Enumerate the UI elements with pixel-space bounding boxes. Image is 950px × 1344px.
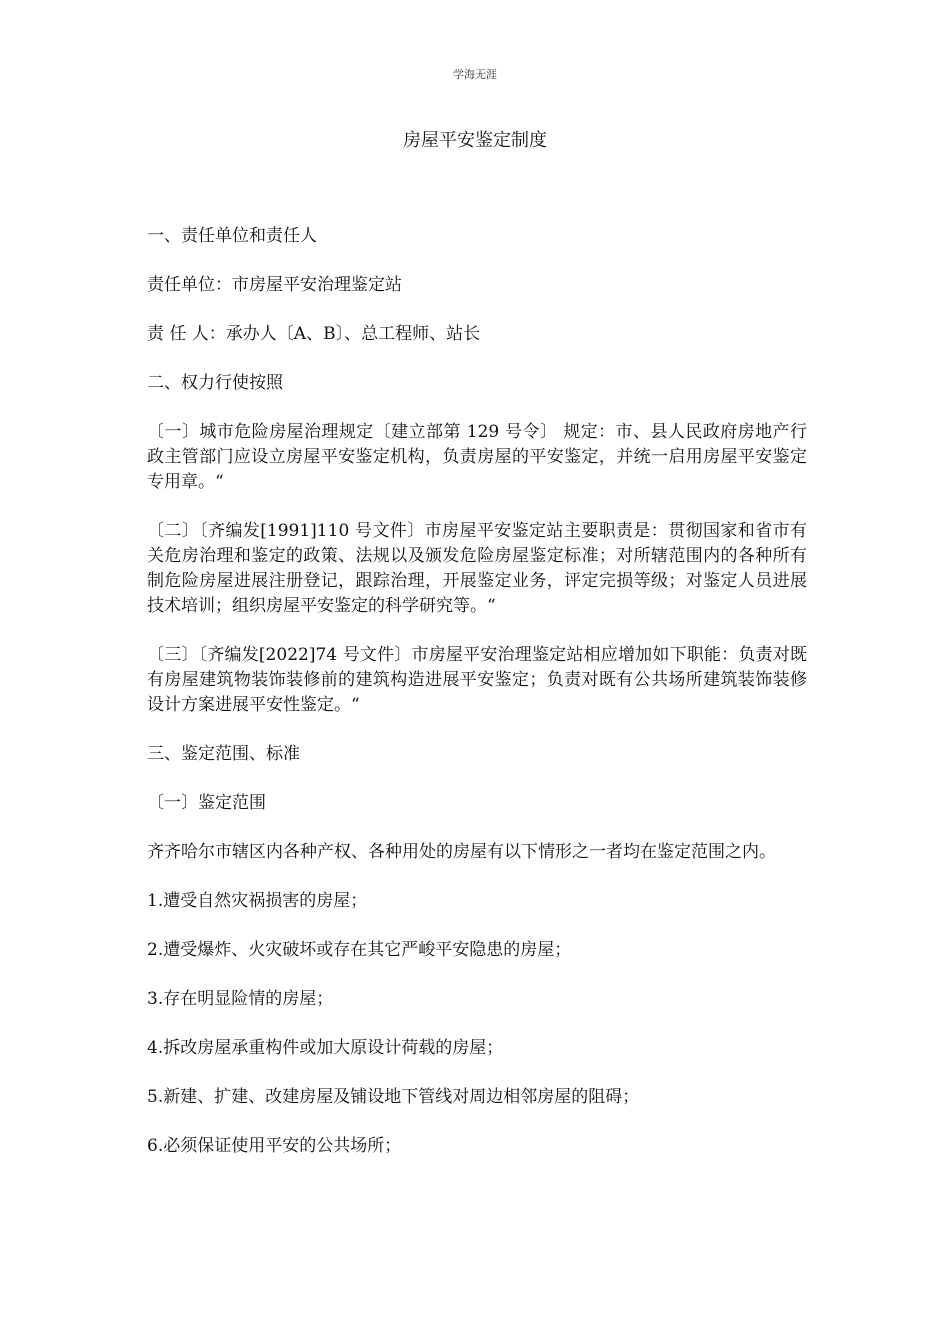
responsible-person: 责 任 人：承办人〔A、B〕、总工程师、站长 [147,324,481,344]
responsible-unit: 责任单位：市房屋平安治理鉴定站 [147,275,402,295]
section-heading-scope: 三、鉴定范围、标准 [147,744,300,764]
authority-item-3: 〔三〕〔齐编发[2022]74 号文件〕市房屋平安治理鉴定站相应增加如下职能：负责对既有房屋建筑物装饰装修前的建筑构造进展平安鉴定；负责对既有公共场所建筑装饰装修设计方案进展平安性鉴定。“ [147,645,807,715]
authority-item-2: 〔二〕〔齐编发[1991]110 号文件〕市房屋平安鉴定站主要职责是：贯彻国家和省市有关危房治理和鉴定的政策、法规以及颁发危险房屋鉴定标准；对所辖范围内的各种所有制危险房屋进展注册登记，跟踪治理，开展鉴定业务，评定完损等级；对鉴定人员进展技术培训；组织房屋平安鉴定的科学研究等。“ [147,521,807,616]
document-body [147,224,807,1183]
subheading-scope: 〔一〕鉴定范围 [147,793,266,813]
section-heading-authority: 二、权力行使按照 [147,373,283,393]
scope-item-6: 6.必须保证使用平安的公共场所； [147,1136,402,1156]
running-header: 学海无涯 [453,68,497,81]
scope-item-4: 4.拆改房屋承重构件或加大原设计荷载的房屋； [147,1038,504,1058]
scope-description: 齐齐哈尔市辖区内各种产权、各种用处的房屋有以下情形之一者均在鉴定范围之内。 [147,842,776,862]
section-heading-responsibility: 一、责任单位和责任人 [147,226,317,246]
scope-item-3: 3.存在明显险情的房屋； [147,989,334,1009]
scope-item-5: 5.新建、扩建、改建房屋及铺设地下管线对周边相邻房屋的阻碍； [147,1087,640,1107]
scope-item-2: 2.遭受爆炸、火灾破坏或存在其它严峻平安隐患的房屋； [147,940,572,960]
authority-item-1: 〔一〕城市危险房屋治理规定〔建立部第 129 号令〕 规定：市、县人民政府房地产行政主管部门应设立房屋平安鉴定机构，负责房屋的平安鉴定，并统一启用房屋平安鉴定专用章。“ [147,422,807,492]
document-title: 房屋平安鉴定制度 [403,130,547,151]
scope-item-1: 1.遭受自然灾祸损害的房屋； [147,891,368,911]
